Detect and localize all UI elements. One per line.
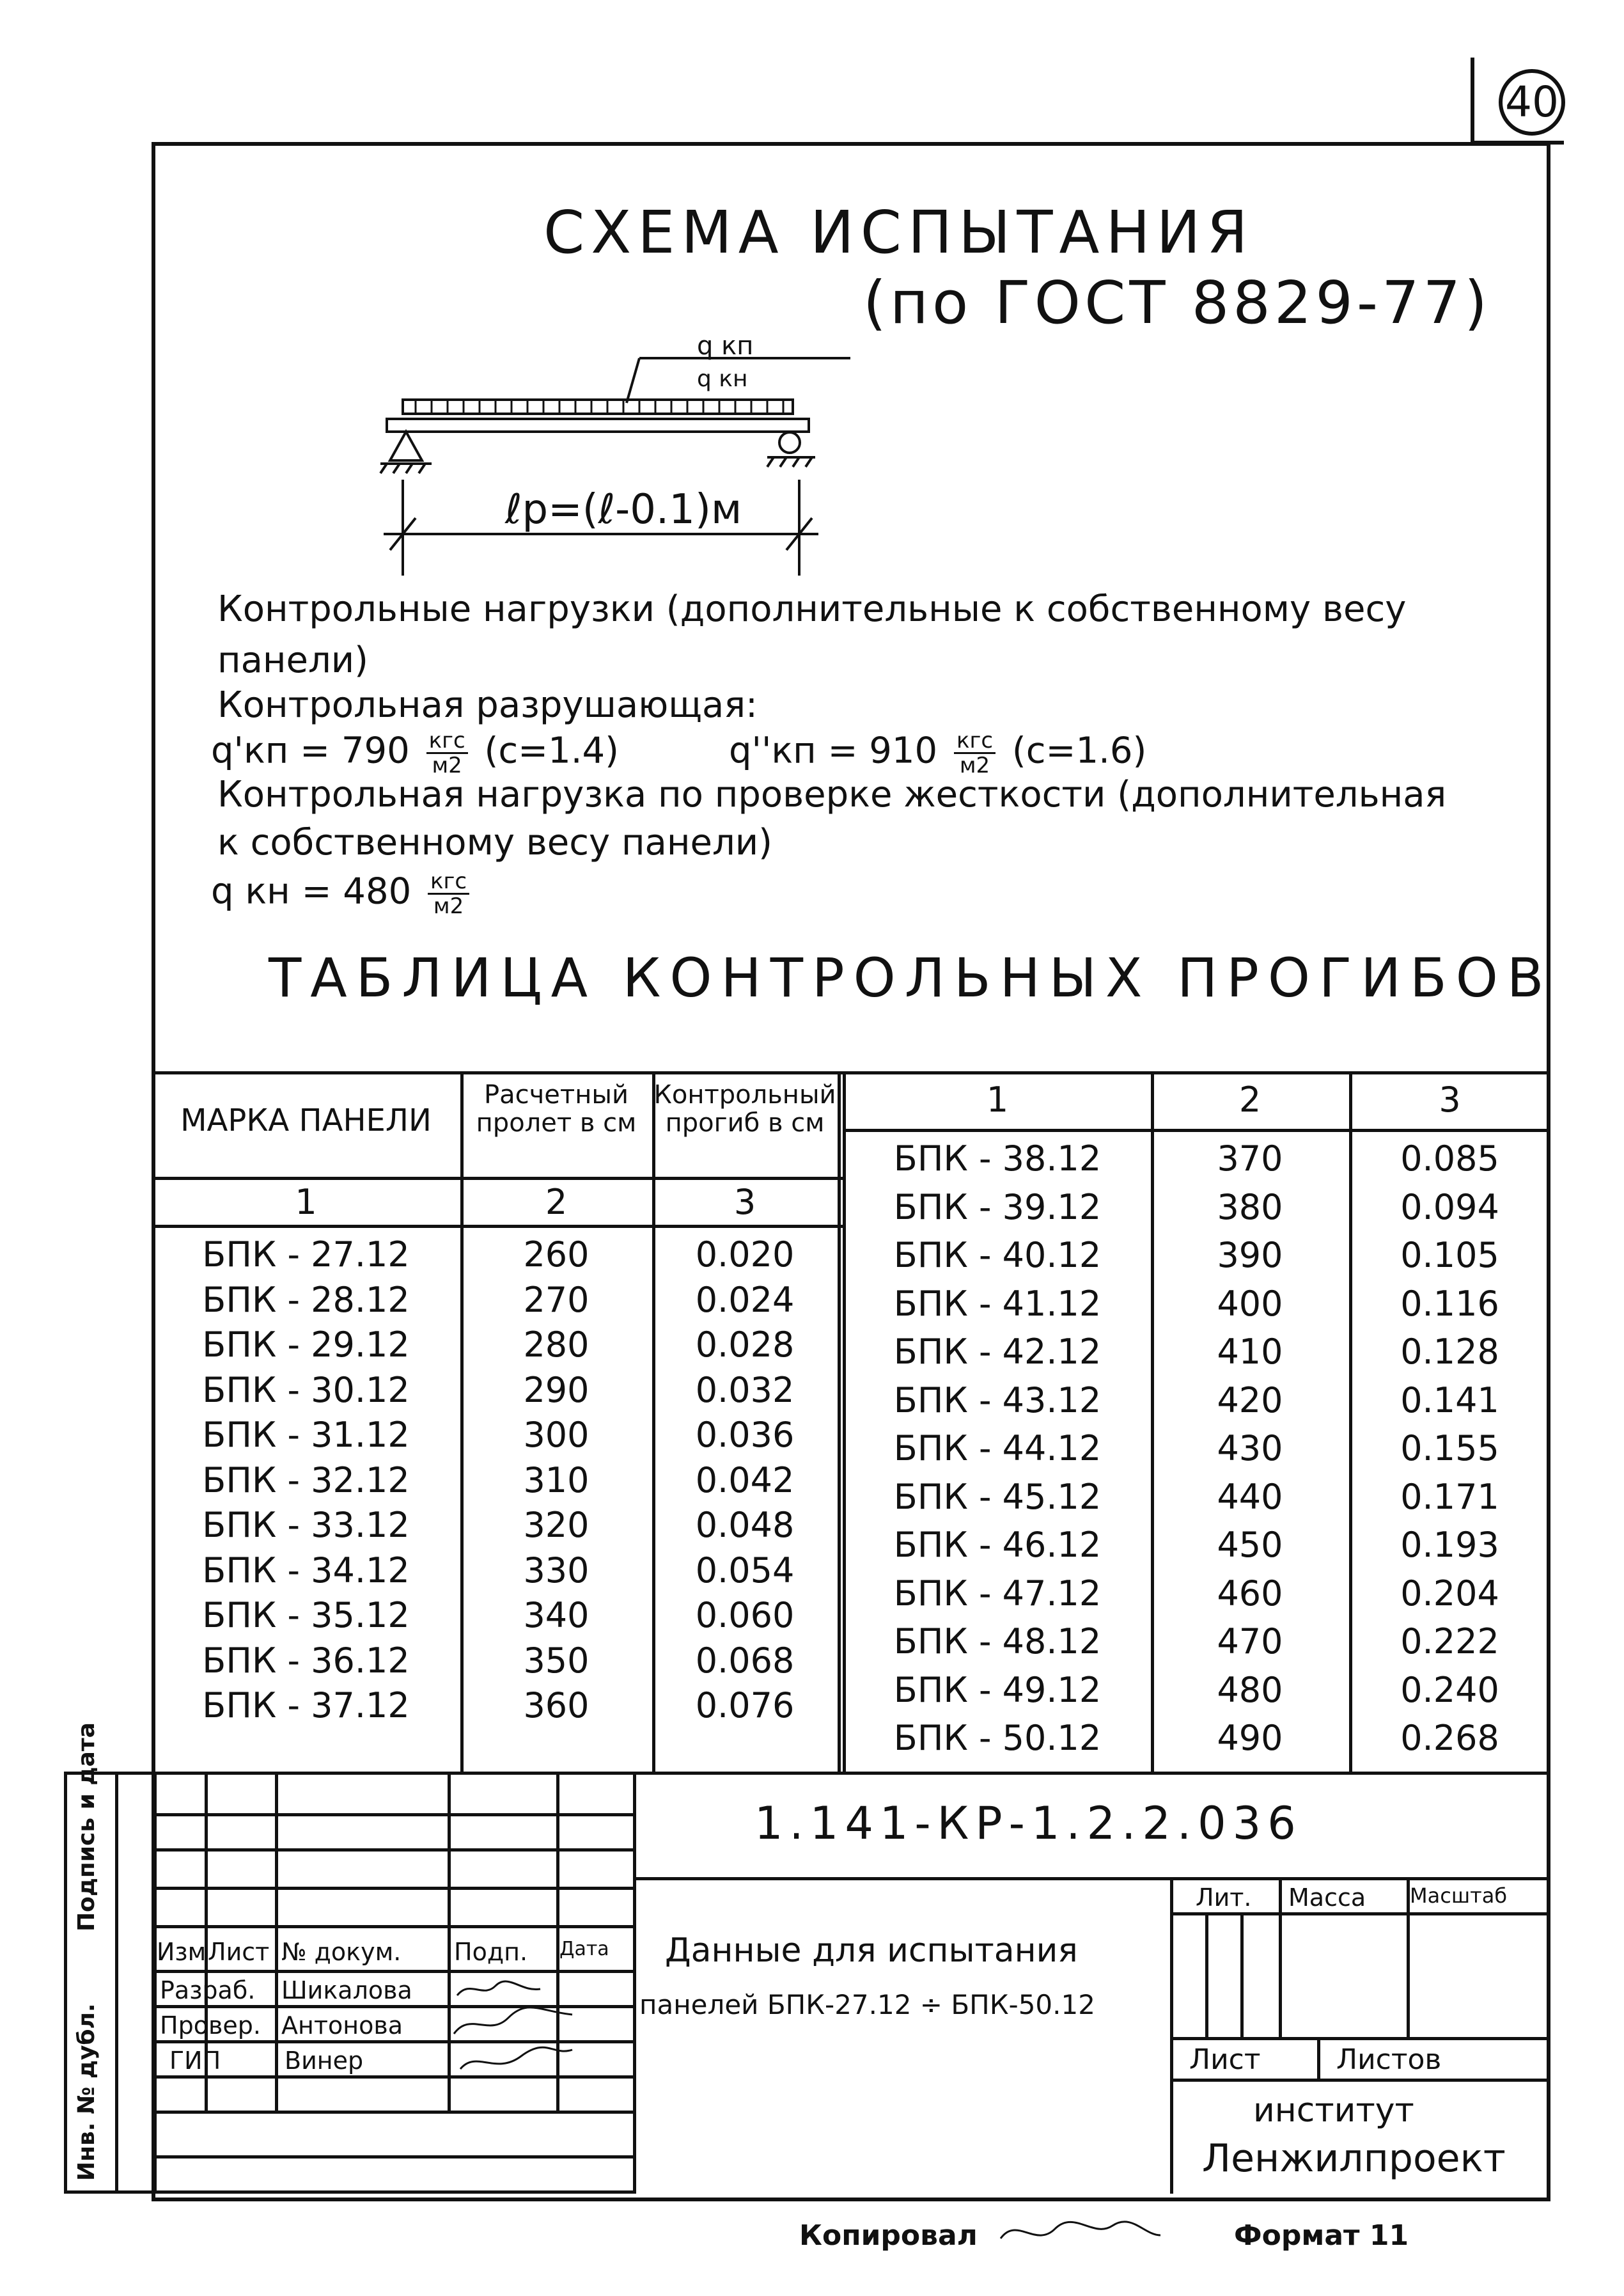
table-cell-left: 280 [523,1325,589,1365]
table-cell-right: 0.222 [1400,1621,1499,1662]
table-cell-right: 0.171 [1400,1476,1499,1517]
table-cell-left: 320 [523,1505,589,1545]
col-izm: Изм [157,1938,207,1966]
table-cell-left: БПК - 32.12 [202,1459,410,1500]
table-cell-right: БПК - 39.12 [893,1186,1102,1227]
col-number-left: 2 [545,1182,568,1222]
table-cell-right: 0.193 [1400,1525,1499,1565]
col-number-left: 3 [733,1182,756,1222]
table-cell-left: БПК - 34.12 [202,1550,410,1591]
table-cell-right: 0.240 [1400,1669,1499,1710]
table-cell-right: 0.094 [1400,1186,1499,1227]
table-cell-right: 460 [1217,1573,1283,1614]
table-cell-right: БПК - 49.12 [893,1669,1102,1710]
loads-q2 [729,729,1146,777]
header-mark: МАРКА ПАНЕЛИ [180,1103,432,1138]
table-cell-right: БПК - 40.12 [893,1235,1102,1275]
scheme-title: СХЕМА ИСПЫТАНИЯ [543,198,1254,267]
table-cell-right: 0.085 [1400,1138,1499,1179]
loads-line2: панели) [217,640,369,681]
table-cell-right: БПК - 41.12 [893,1283,1102,1324]
table-cell-left: 260 [523,1234,589,1275]
loads-q3 [211,870,474,918]
q1-value: q'кп = 790 [211,730,410,772]
mass-label: Масса [1288,1883,1366,1912]
loads-q1 [211,729,619,777]
table-cell-right: БПК - 50.12 [893,1718,1102,1758]
table-cell-left: БПК - 35.12 [202,1595,410,1635]
left-support [380,432,432,473]
col-date: Дата [559,1938,609,1960]
table-cell-left: 330 [523,1550,589,1591]
table-cell-right: 0.141 [1400,1380,1499,1420]
table-cell-right: БПК - 46.12 [893,1525,1102,1565]
table-cell-right: 420 [1217,1380,1283,1420]
loads-line6: к собственному весу панели) [217,822,772,863]
table-cell-right: БПК - 38.12 [893,1138,1102,1179]
table-cell-left: БПК - 31.12 [202,1415,410,1455]
table-cell-left: 0.068 [695,1640,795,1681]
table-cell-left: БПК - 30.12 [202,1369,410,1410]
org-line1: институт [1253,2091,1414,2130]
sheet-label: Лист [1189,2043,1261,2076]
table-cell-right: 450 [1217,1525,1283,1565]
table-cell-left: 300 [523,1415,589,1455]
q2-unit: $\frac{\text{кгс}}{м2}$ [954,729,995,777]
table-cell-right: БПК - 47.12 [893,1573,1102,1614]
header-span: Расчетный пролет в см [476,1080,637,1138]
name-developer: Шикалова [281,1976,412,2004]
q1-unit: $\frac{\text{кгс}}{м2}$ [426,729,468,777]
side-label-dubl: Инв. № дубл. [74,2003,100,2181]
table-title: ТАБЛИЦА КОНТРОЛЬНЫХ ПРОГИБОВ [269,947,1553,1009]
table-cell-left: 290 [523,1369,589,1410]
org-line2: Ленжилпроект [1202,2136,1506,2181]
table-cell-left: 360 [523,1685,589,1726]
table-cell-left: 0.048 [695,1505,795,1545]
table-cell-right: 0.116 [1400,1283,1499,1324]
sheets-label: Листов [1336,2043,1442,2076]
table-cell-right: 390 [1217,1235,1283,1275]
scale-label: Масштаб [1410,1883,1508,1908]
table-cell-right: БПК - 45.12 [893,1476,1102,1517]
q1-coef: (c=1.4) [484,730,619,772]
table-cell-left: БПК - 27.12 [202,1234,410,1275]
table-cell-right: 400 [1217,1283,1283,1324]
q3-value: q кн = 480 [211,870,412,913]
role-checker: Провер. [160,2011,261,2040]
loads-line3: Контрольная разрушающая: [217,684,758,726]
table-cell-left: 0.060 [695,1595,795,1635]
description-line1: Данные для испытания [665,1931,1078,1970]
load-label-qkn: q кн [697,366,748,392]
loads-line1: Контрольные нагрузки (дополнительные к собственному весу [217,588,1407,630]
loads-line5: Контрольная нагрузка по проверке жесткости (дополнительная [217,774,1447,815]
span-formula: ℓp=(ℓ-0.1)м [505,486,742,533]
col-number-right: 1 [986,1080,1009,1120]
table-cell-right: 410 [1217,1332,1283,1372]
description-line2: панелей БПК-27.12 ÷ БПК-50.12 [639,1989,1095,2020]
table-cell-left: 0.028 [695,1325,795,1365]
table-cell-right: БПК - 42.12 [893,1332,1102,1372]
table-cell-right: 440 [1217,1476,1283,1517]
table-cell-left: 0.076 [695,1685,795,1726]
table-cell-left: 0.032 [695,1369,795,1410]
load-hatch [416,400,783,414]
table-cell-left: 350 [523,1640,589,1681]
table-cell-left: БПК - 37.12 [202,1685,410,1726]
table-cell-left: БПК - 33.12 [202,1505,410,1545]
table-cell-left: БПК - 36.12 [202,1640,410,1681]
col-list: Лист [208,1938,270,1966]
lit-label: Лит. [1196,1883,1252,1912]
side-label-signature: Подпись и дата [74,1722,100,1931]
col-sign: Подп. [454,1938,528,1966]
signatures [451,1973,579,2082]
table-cell-right: 0.155 [1400,1428,1499,1468]
table-cell-left: 340 [523,1595,589,1635]
table-cell-right: БПК - 43.12 [893,1380,1102,1420]
table-cell-right: 380 [1217,1186,1283,1227]
sheet-number-box [1471,58,1564,145]
role-gip: ГИП [169,2047,221,2075]
table-cell-right: 480 [1217,1669,1283,1710]
load-label-qkp: q кп [697,331,754,361]
table-cell-left: 270 [523,1279,589,1320]
role-developer: Разраб. [160,1976,256,2004]
col-doc: № докум. [281,1938,402,1966]
table-cell-left: БПК - 29.12 [202,1325,410,1365]
table-cell-left: 310 [523,1459,589,1500]
copied-label: Копировал [799,2219,978,2252]
table-cell-right: 0.105 [1400,1235,1499,1275]
test-scheme-diagram [358,333,870,576]
col-number-left: 1 [295,1182,317,1222]
table-cell-right: 470 [1217,1621,1283,1662]
sheet-number: 40 [1499,69,1565,136]
copied-signature [997,2213,1164,2251]
q3-unit: $\frac{\text{кгс}}{м2}$ [428,870,469,918]
scheme-standard: (по ГОСТ 8829-77) [863,269,1492,337]
header-deflection: Контрольный прогиб в см [653,1080,836,1138]
table-cell-left: 0.036 [695,1415,795,1455]
q2-value: q''кп = 910 [729,730,938,772]
table-cell-right: БПК - 44.12 [893,1428,1102,1468]
table-cell-right: 430 [1217,1428,1283,1468]
panel-beam [387,419,809,432]
name-gip: Винер [285,2047,364,2075]
name-checker: Антонова [281,2011,403,2040]
table-cell-right: 490 [1217,1718,1283,1758]
q2-coef: (c=1.6) [1011,730,1147,772]
document-code: 1.141-КР-1.2.2.036 [754,1797,1302,1850]
table-cell-right: 0.268 [1400,1718,1499,1758]
table-cell-right: 0.128 [1400,1332,1499,1372]
table-cell-right: БПК - 48.12 [893,1621,1102,1662]
table-cell-left: 0.054 [695,1550,795,1591]
table-cell-right: 370 [1217,1138,1283,1179]
col-number-right: 2 [1238,1080,1261,1120]
format-label: Формат 11 [1234,2219,1409,2252]
table-cell-left: 0.024 [695,1279,795,1320]
table-cell-right: 0.204 [1400,1573,1499,1614]
table-cell-left: БПК - 28.12 [202,1279,410,1320]
table-cell-left: 0.042 [695,1459,795,1500]
col-number-right: 3 [1439,1080,1461,1120]
right-support [767,432,815,467]
table-cell-left: 0.020 [695,1234,795,1275]
